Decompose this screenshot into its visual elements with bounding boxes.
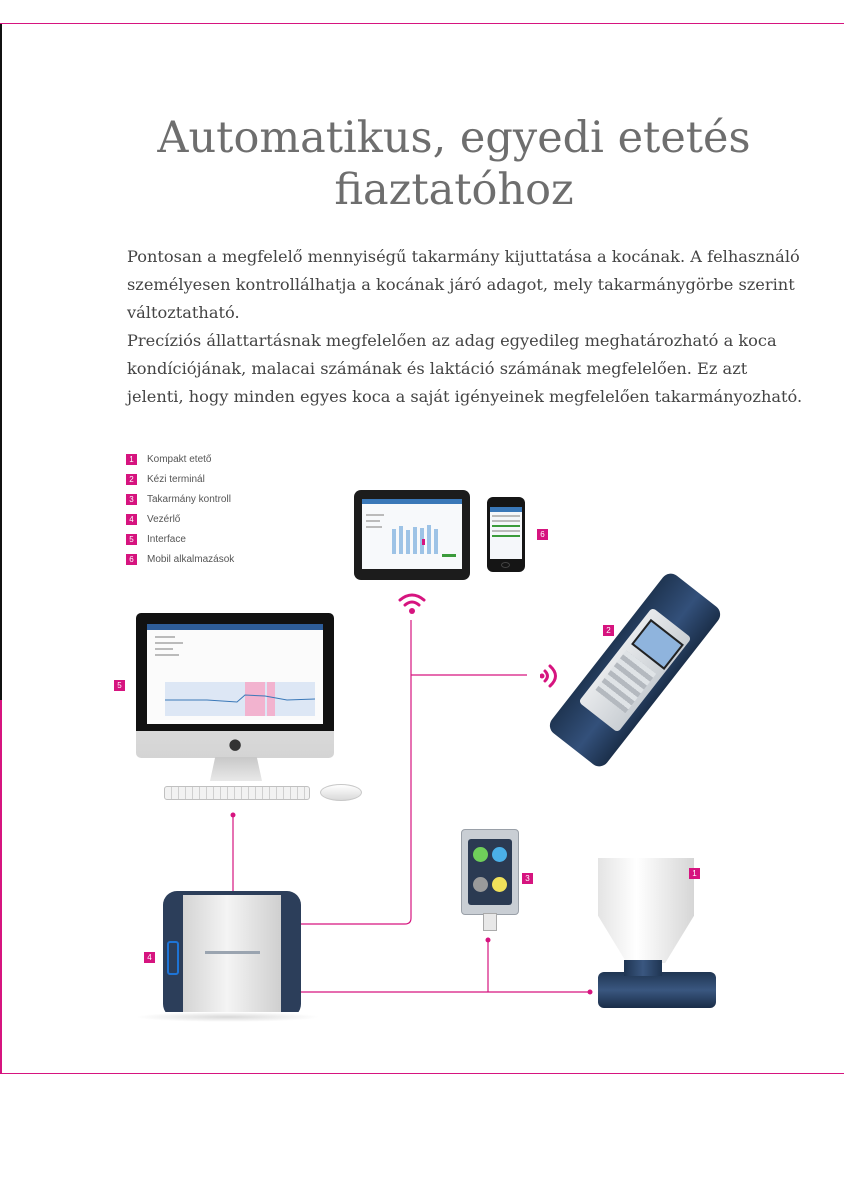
feeder-neck	[624, 960, 662, 976]
button-green	[473, 847, 488, 862]
feed-control-box	[461, 829, 519, 915]
wireless-signal-icon	[540, 661, 564, 691]
feeder-tube	[598, 972, 716, 1008]
monitor-stand	[210, 757, 262, 781]
button-yellow	[492, 877, 507, 892]
smartphone-screen	[490, 507, 522, 559]
button-blue	[492, 847, 507, 862]
legend-label: Vezérlő	[147, 513, 181, 525]
keyboard	[164, 786, 310, 800]
legend-number: 1	[126, 454, 137, 465]
cable-gland	[483, 913, 497, 931]
tag-interface: 5	[114, 680, 125, 691]
title-line-1: Automatikus, egyedi etetés	[157, 113, 751, 163]
legend-number: 2	[126, 474, 137, 485]
screen-chart-graphic	[147, 630, 323, 724]
legend-number: 3	[126, 494, 137, 505]
legend-label: Kézi terminál	[147, 473, 205, 485]
wifi-icon	[397, 590, 427, 616]
legend-number: 5	[126, 534, 137, 545]
legend-number: 4	[126, 514, 137, 525]
intro-paragraph-2: Precíziós állattartásnak megfelelően az adag egyedileg meghatározható a koca kondíciójának, malacai számának és laktáció számának megfelelően. Ez azt jelenti, hogy minden egyes koca a saját igényeinek megfelelően takarmányozható.	[127, 331, 803, 406]
controller-shadow	[135, 1012, 320, 1022]
mouse	[320, 784, 362, 801]
apple-logo-icon: ●	[228, 735, 242, 753]
tablet-device	[354, 490, 470, 580]
tag-feed-control: 3	[522, 873, 533, 884]
title-line-2: fiaztatóhoz	[334, 165, 574, 215]
legend-label: Interface	[147, 533, 186, 545]
intro-paragraph-1: Pontosan a megfelelő mennyiségű takarmány kijuttatása a kocának. A felhasználó személyesen kontrollálhatja a kocának járó adagot, mely takarmánygörbe szerint változtatható.	[127, 247, 800, 322]
legend-label: Takarmány kontroll	[147, 493, 231, 505]
tablet-screen	[362, 499, 462, 569]
button-gray	[473, 877, 488, 892]
tag-feeder: 1	[689, 868, 700, 879]
legend-number: 6	[126, 554, 137, 565]
smartphone-device	[487, 497, 525, 572]
tag-controller: 4	[144, 952, 155, 963]
tablet-chart-graphic	[362, 504, 462, 569]
desktop-computer	[136, 613, 334, 758]
legend-label: Mobil alkalmazások	[147, 553, 235, 565]
controller-unit	[163, 891, 301, 1018]
tag-mobile: 6	[537, 529, 548, 540]
desktop-screen	[147, 624, 323, 724]
legend-label: Kompakt etető	[147, 453, 212, 465]
tag-handheld: 2	[603, 625, 614, 636]
